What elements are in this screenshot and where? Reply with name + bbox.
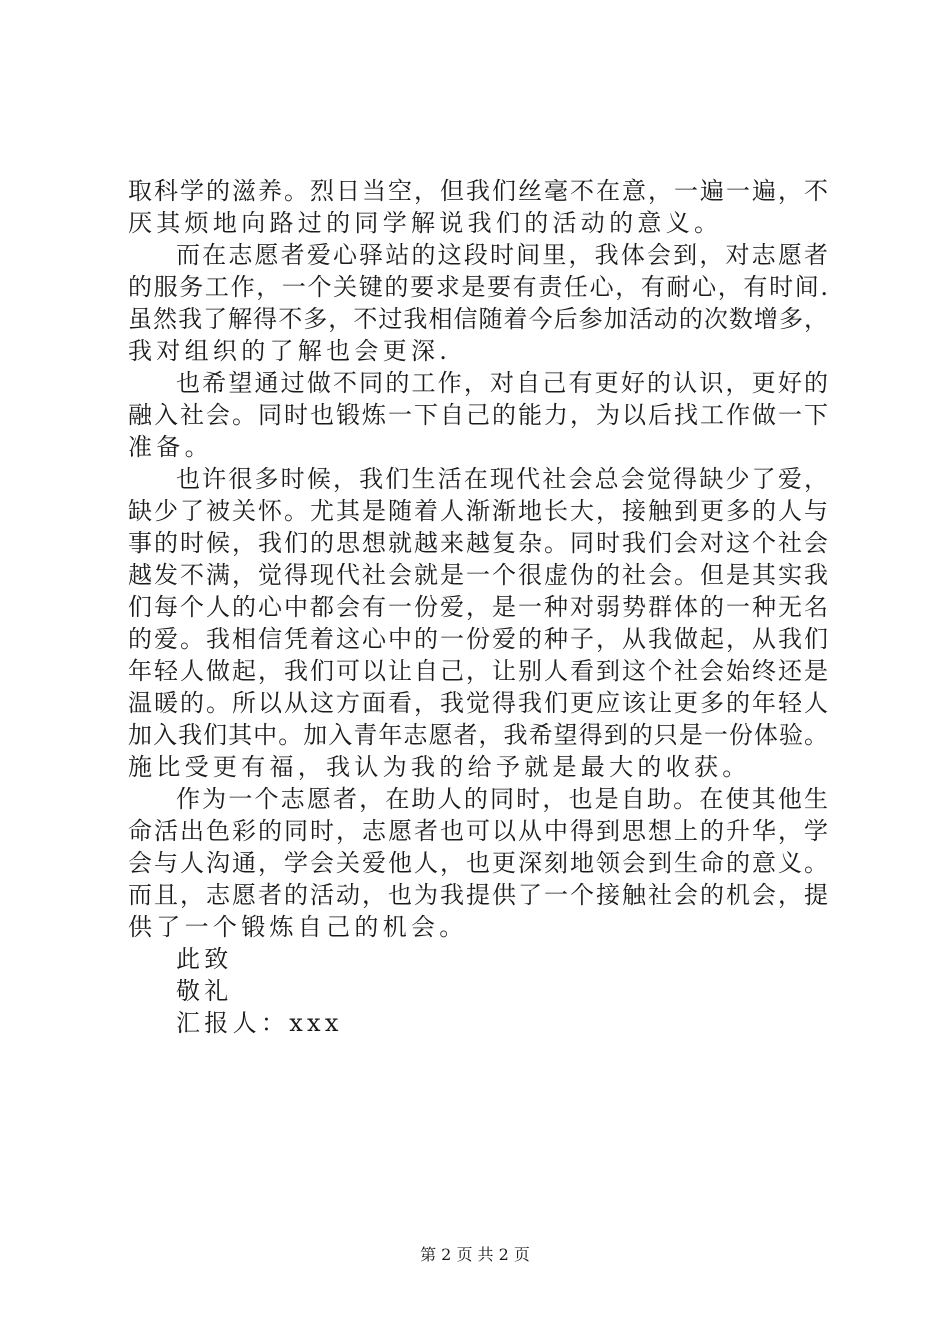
paragraph-start-line: 也希望通过做不同的工作，对自己有更好的认识，更好的 — [176, 369, 828, 397]
paragraph-start-line: 而在志愿者爱心驿站的这段时间里，我体会到，对志愿者 — [176, 241, 828, 269]
body-line: 越发不满，觉得现代社会就是一个很虚伪的社会。但是其实我 — [128, 561, 828, 589]
body-line: 命活出色彩的同时，志愿者也可以从中得到思想上的升华，学 — [128, 817, 828, 845]
body-line: 缺少了被关怀。尤其是随着人渐渐地长大，接触到更多的人与 — [128, 497, 828, 525]
body-line: 加入我们其中。加入青年志愿者，我希望得到的只是一份体验。 — [128, 721, 828, 749]
page-number-footer: 第 2 页 共 2 页 — [420, 1245, 530, 1264]
paragraph-start-line: 作为一个志愿者，在助人的同时，也是自助。在使其他生 — [176, 785, 828, 813]
body-line: 厌其烦地向路过的同学解说我们的活动的意义。 — [128, 209, 723, 237]
body-line: 会与人沟通，学会关爱他人，也更深刻地领会到生命的意义。 — [128, 849, 828, 877]
body-line: 年轻人做起，我们可以让自己，让别人看到这个社会始终还是 — [128, 657, 828, 685]
body-line: 准备。 — [128, 433, 213, 461]
body-line: 供了一个锻炼自己的机会。 — [128, 913, 468, 941]
document-body — [128, 175, 828, 1039]
body-line: 的爱。我相信凭着这心中的一份爱的种子，从我做起，从我们 — [128, 625, 828, 653]
paragraph-start-line: 也许很多时候，我们生活在现代社会总会觉得缺少了爱， — [176, 465, 828, 493]
closing-regards: 敬礼 — [176, 977, 233, 1005]
reporter-signature: 汇报人：xxx — [176, 1009, 343, 1037]
body-line: 温暖的。所以从这方面看，我觉得我们更应该让更多的年轻人 — [128, 689, 828, 717]
body-line: 虽然我了解得不多，不过我相信随着今后参加活动的次数增多， — [128, 305, 828, 333]
body-line: 融入社会。同时也锻炼一下自己的能力，为以后找工作做一下 — [128, 401, 828, 429]
closing-salutation: 此致 — [176, 945, 233, 973]
body-line: 我对组织的了解也会更深. — [128, 337, 452, 365]
body-line: 们每个人的心中都会有一份爱，是一种对弱势群体的一种无名 — [128, 593, 828, 621]
body-line: 取科学的滋养。烈日当空，但我们丝毫不在意，一遍一遍，不 — [128, 177, 828, 205]
body-line: 施比受更有福，我认为我的给予就是最大的收获。 — [128, 753, 751, 781]
body-line: 而且，志愿者的活动，也为我提供了一个接触社会的机会，提 — [128, 881, 828, 909]
body-line: 的服务工作，一个关键的要求是要有责任心，有耐心，有时间. — [128, 273, 828, 301]
body-line: 事的时候，我们的思想就越来越复杂。同时我们会对这个社会 — [128, 529, 828, 557]
